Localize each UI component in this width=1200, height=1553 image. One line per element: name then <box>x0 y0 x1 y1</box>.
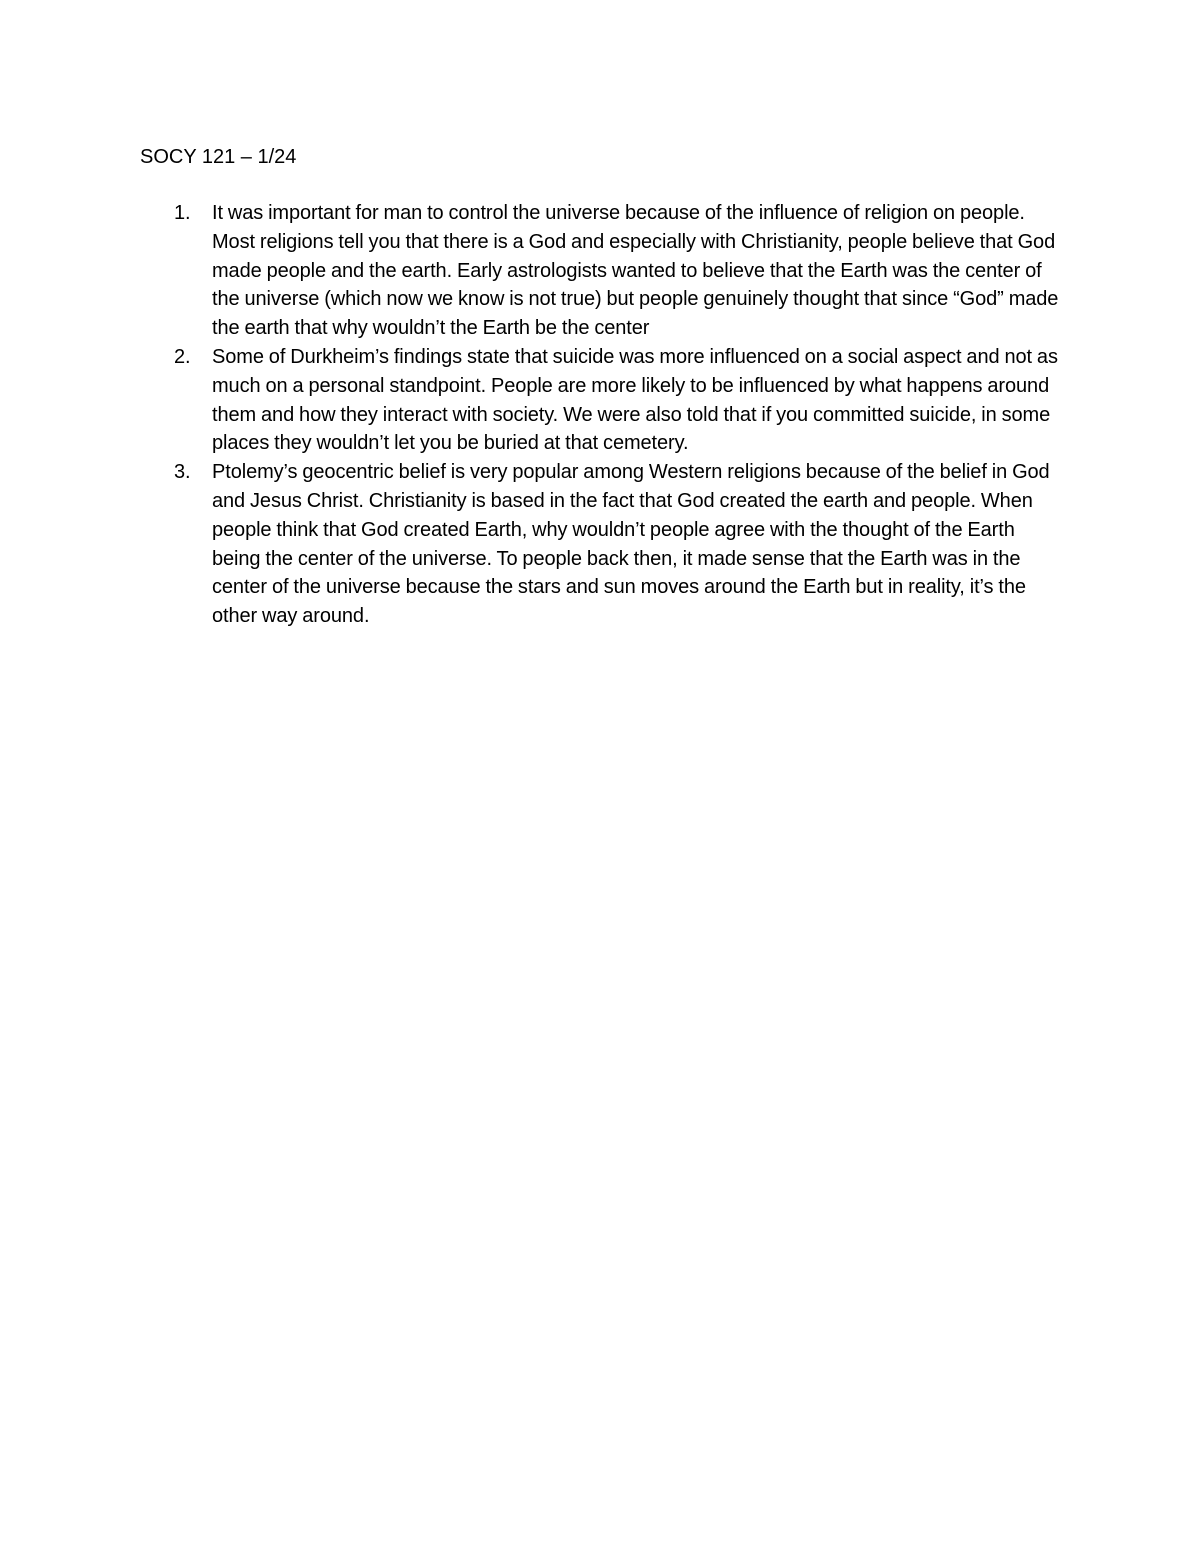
item-text: Some of Durkheim’s findings state that suicide was more influenced on a social aspect and not as much on a personal standpoint. People are more likely to be influenced by what happens around them and how they interact with society. We were also told that if you committed suicide, in some places they wouldn’t let you be buried at that cemetery. <box>212 345 1058 455</box>
list-item <box>140 199 1060 343</box>
list-item <box>140 458 1060 631</box>
answer-list <box>140 199 1060 631</box>
list-item <box>140 343 1060 458</box>
item-text: It was important for man to control the universe because of the influence of religion on people. Most religions tell you that there is a God and especially with Christianity, people believe that God made people and the earth. Early astrologists wanted to believe that the Earth was the center of the universe (which now we know is not true) but people genuinely thought that since “God” made the earth that why wouldn’t the Earth be the center <box>212 202 1059 340</box>
item-number: 1. <box>174 202 191 224</box>
item-number: 2. <box>174 345 191 368</box>
document-heading: SOCY 121 – 1/24 <box>140 146 297 168</box>
item-number: 3. <box>174 461 191 484</box>
item-text: Ptolemy’s geocentric belief is very popular among Western religions because of the belief in God and Jesus Christ. Christianity is based in the fact that God created the earth and people. When people think that God created Earth, why wouldn’t people agree with the thought of the Earth being the center of the universe. To people back then, it made sense that the Earth was in the center of the universe because the stars and sun moves around the Earth but in reality, it’s the other way around. <box>212 461 1050 628</box>
